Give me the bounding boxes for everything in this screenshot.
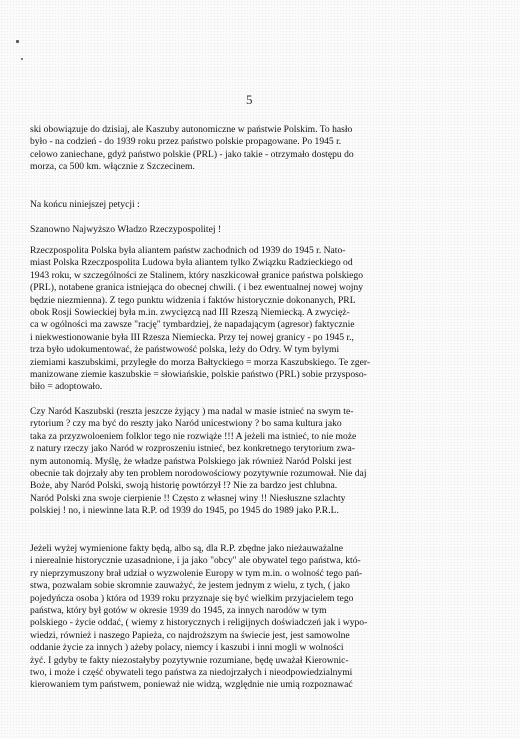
text-line: kierowaniem tym państwem, ponieważ nie widzą, względnie nie umią rozpoznawać bbox=[30, 679, 353, 691]
text-line: 1943 roku, w szczególności ze Stalinem, który naszkicował granice państwa polskiego bbox=[30, 269, 364, 281]
text-line: stwa, pozwalam sobie skromnie zauważyć, że jestem jednym z wielu, z tych, ( jako bbox=[30, 580, 350, 592]
text-line: Naród Polski zna swoje cierpienie !! Często z własnej winy !! Niesłuszne szlachty bbox=[30, 492, 346, 504]
page-number: 5 bbox=[246, 92, 253, 107]
text-line: ca w ogólności ma zawsze "rację" tymbardziej, że napadającym (agresor) faktycznie bbox=[30, 319, 355, 331]
paragraph-2 bbox=[30, 406, 492, 518]
text-line: biło = adoptowało. bbox=[30, 381, 103, 393]
text-line: (PRL), notabene granica istniejąca do obecnej chwili. ( i bez ewentualnej nowej wojny bbox=[30, 282, 363, 294]
text-line: i niekwestionowanie była III Rzesza Niemiecka. Przy tej nowej granicy - po 1945 r., bbox=[30, 331, 354, 343]
text-line: nym autonomią. Myślę, że władze państwa Polskiego jak również Naród Polski jest bbox=[30, 455, 352, 467]
text-line: z natury rzeczy jako Naród w rozproszeniu istnieć, bez konkretnego terytorium zwa- bbox=[30, 443, 355, 455]
text-line: pojedyńcza osoba ) która od 1939 roku przyznaje się być wielkim przyjacielem tego bbox=[30, 592, 354, 604]
text-line: two, i może i część obywateli tego państwa za niedojrzałych i nieodpowiedzialnymi bbox=[30, 667, 353, 679]
text-line: polskiej ! no, i niewinne lata R.P. od 1939 do 1945, po 1945 do 1989 jako P.R.L. bbox=[30, 505, 339, 517]
text-line: celowo zaniechane, gdyż państwo polskie (PRL) - jako takie - otrzymało dostępu do bbox=[30, 148, 354, 160]
text-line: Rzeczpospolita Polska była aliantem państw zachodnich od 1939 do 1945 r. Nato- bbox=[30, 245, 346, 256]
text-line: Czy Naród Kaszubski (reszta jeszcze żyjący ) ma nadal w masie istnieć na swym te- bbox=[30, 406, 354, 417]
text-line: będzie niezmienna). Z tego punktu widzenia i faktów historycznie dokonanych, PRL bbox=[30, 294, 356, 306]
text-line: taka za przyzwoloeniem folklor tego nie rozwiąże !!! A jeżeli ma istnieć, to nie może bbox=[30, 430, 357, 442]
salutation: Szanowno Najwyższo Władzo Rzeczypospolitej ! bbox=[30, 224, 222, 235]
text-line: ziemiami kaszubskimi, przyległe do morza Bałtyckiego = morza Kaszubskiego. Te zger- bbox=[30, 356, 371, 368]
paragraph-1 bbox=[30, 245, 492, 394]
text-line: Jeżeli wyżej wymienione fakty będą, albo są, dla R.P. zbędne jako nieżauważalne bbox=[30, 543, 344, 554]
text-line: polskiego - życie oddać, ( wiemy z historycznych i religijnych doświadczeń jak i wypo- bbox=[30, 617, 368, 629]
text-line: państwa, który był gotów w okresie 1939 do 1945, za innych narodów w tym bbox=[30, 605, 327, 617]
text-line: oddanie życie za innych ) ażeby polacy, niemcy i kaszubi i inni mogli w wolności bbox=[30, 642, 344, 654]
paragraph-3 bbox=[30, 543, 492, 692]
text-line: ry nieprzymuszony brał udział o wyzwolenie Europy w tym m.in. o wolność tego pań- bbox=[30, 567, 363, 579]
scan-speck bbox=[16, 40, 19, 43]
text-line: ski obowiązuje do dzisiaj, ale Kaszuby autonomiczne w państwie Polskim. To hasło bbox=[30, 124, 353, 135]
text-line: manizowane ziemie kaszubskie = słowiańskie, polskie państwo (PRL) sobie przysposo- bbox=[30, 369, 367, 381]
text-line: miast Polska Rzeczpospolita Ludowa była aliantem tylko Związku Radzieckiego od bbox=[30, 257, 353, 269]
text-line: trza było udokumentować, że państwowość polska, leży do Odry. W tym bylymi bbox=[30, 344, 340, 356]
petition-heading: Na końcu niniejszej petycji : bbox=[30, 199, 140, 210]
text-line: i nierealnie historycznie uzasadnione, i ja jako "obcy" ale obywatel tego państwa, któ- bbox=[30, 555, 361, 567]
text-line: rytorium ? czy ma być do reszty jako Naród unicestwiony ? bo sama kultura jako bbox=[30, 418, 342, 430]
text-line: obecnie tak dojrzały aby ten problem norodowościowy pozytywnie rozumował. Nie daj bbox=[30, 468, 367, 480]
text-line: wiedzi, również i naszego Papieża, co najdroższym na świecie jest, jest samowolne bbox=[30, 629, 350, 641]
text-line: żyć. I gdyby te fakty niezostałyby pozytywnie rozumiane, będę uważał Kierownic- bbox=[30, 654, 349, 666]
text-line: Boże, aby Naród Polski, swoją historię powtórzył !? Nie za bardzo jest chlubna. bbox=[30, 480, 338, 492]
text-line: było - na codzień - do 1939 roku przez państwo polskie propagowane. Po 1945 r. bbox=[30, 136, 342, 148]
text-line: obok Rosji Sowieckiej była m.in. zwycięzcą nad III Rzeszą Niemiecką. A zwycięż- bbox=[30, 307, 350, 319]
scan-speck bbox=[21, 58, 23, 60]
intro-paragraph bbox=[30, 124, 492, 174]
text-line: morza, ca 500 km. włącznie z Szczecinem. bbox=[30, 161, 195, 173]
